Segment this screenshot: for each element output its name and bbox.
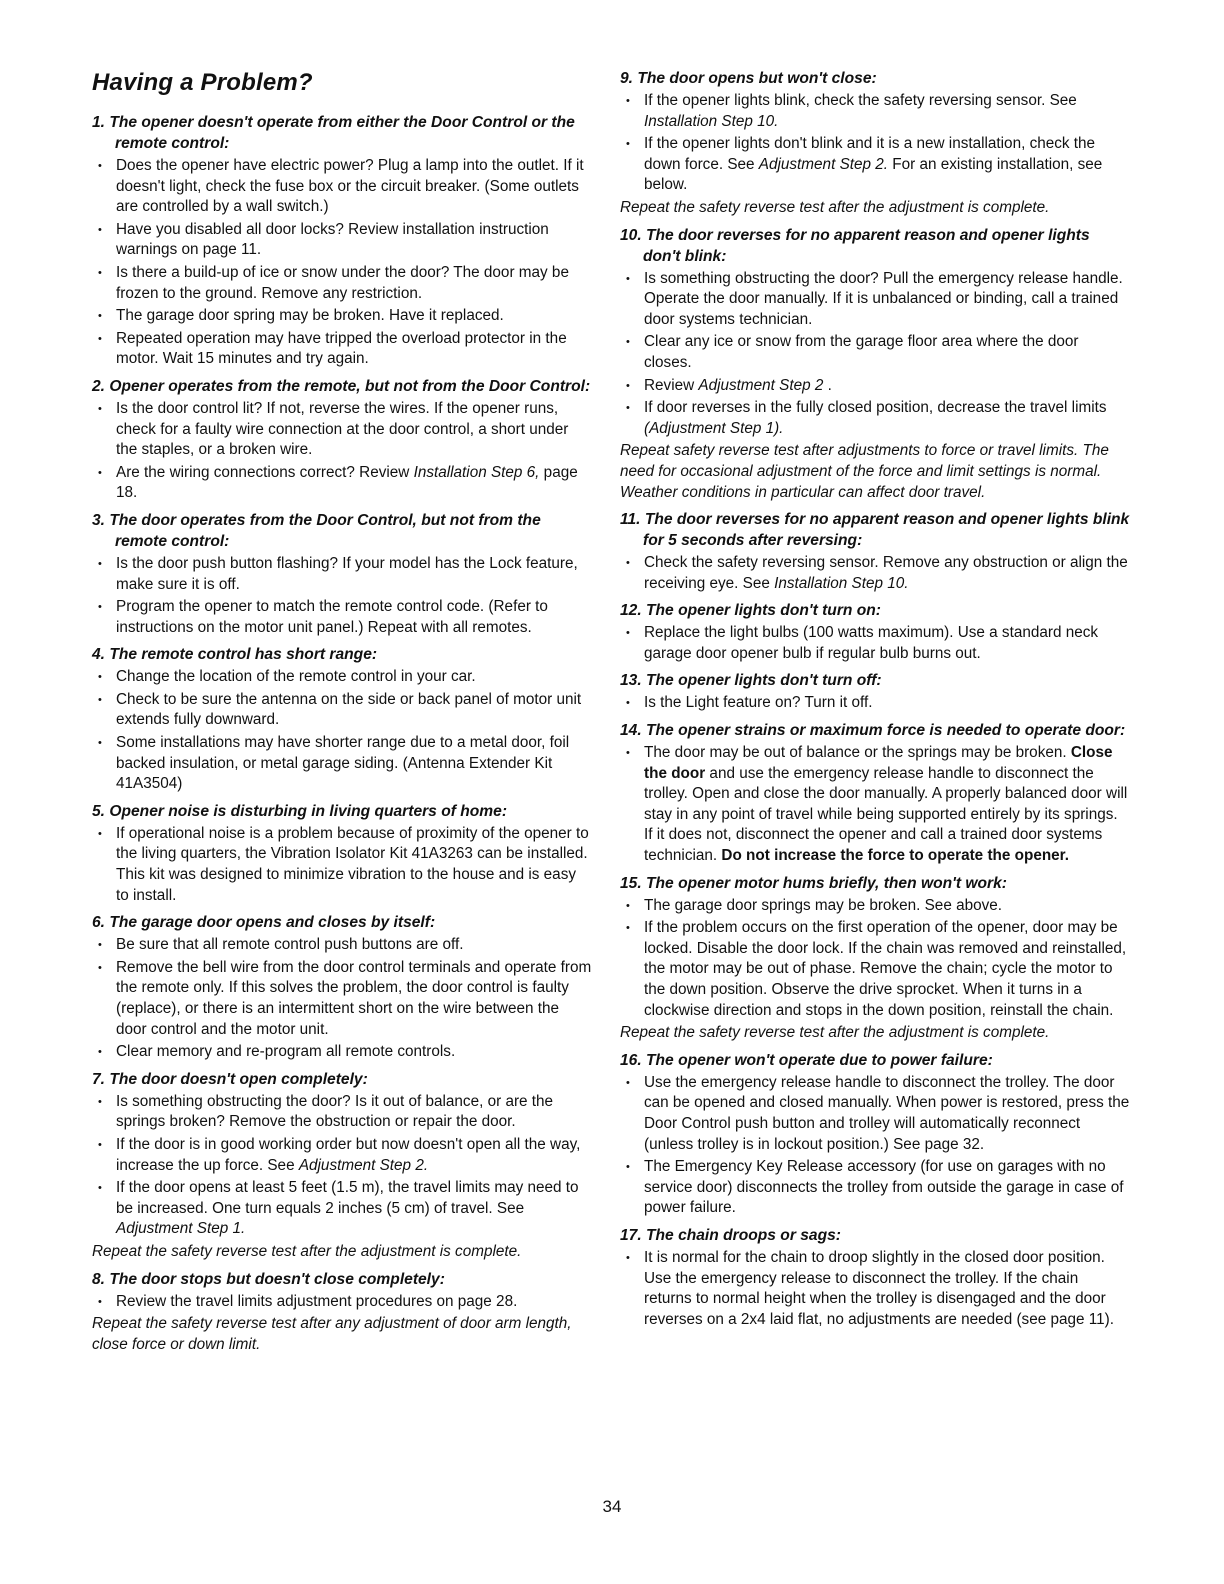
bullet-item xyxy=(620,553,1130,594)
bullet-item: • Repeated operation may have tripped the overload protector in the motor. Wait 15 minutes and try again. xyxy=(92,329,592,370)
bullet-list xyxy=(92,156,592,370)
bullet-list xyxy=(92,554,592,638)
bullet-text: If the door is in good working order but now doesn't open all the way, increase the up force. See xyxy=(116,1135,581,1174)
bullet-list xyxy=(620,553,1130,594)
section-title: 15. The opener motor hums briefly, then won't work: xyxy=(620,874,1007,892)
section-title: 16. The opener won't operate due to power failure: xyxy=(620,1051,993,1069)
troubleshoot-section xyxy=(620,1050,1130,1219)
troubleshoot-section xyxy=(620,68,1130,219)
bullet-item: • Is the door control lit? If not, reverse the wires. If the opener runs, check for a faulty wire connection at the door control, a short under the staples, or a broken wire. xyxy=(92,399,592,461)
bullet-item: • Have you disabled all door locks? Review installation instruction warnings on page 11. xyxy=(92,220,592,261)
bullet-list xyxy=(620,1248,1130,1330)
bullet-item: • Is the door push button flashing? If your model has the Lock feature, make sure it is off. xyxy=(92,554,592,595)
bullet-item: • If operational noise is a problem because of proximity of the opener to the living quarters, the Vibration Isolator Kit 41A3263 can be installed. This kit was designed to minimize vibration to the house and is easy to install. xyxy=(92,824,592,906)
bullet-item: • Program the opener to match the remote control code. (Refer to instructions on the motor unit panel.) Repeat with all remotes. xyxy=(92,597,592,638)
reference-text: Adjustment Step 2 xyxy=(698,376,824,394)
troubleshoot-section xyxy=(92,644,592,795)
bullet-item: • Review the travel limits adjustment procedures on page 28. xyxy=(92,1292,592,1313)
section-title: 14. The opener strains or maximum force is needed to operate door: xyxy=(620,722,1126,740)
bullet-item xyxy=(620,134,1130,196)
bullet-item: • The Emergency Key Release accessory (for use on garages with no service door) disconnects the trolley from outside the garage in case of power failure. xyxy=(620,1157,1130,1219)
bullet-item: • Is there a build-up of ice or snow under the door? The door may be frozen to the ground. Remove any restriction. xyxy=(92,263,592,304)
bullet-item: • Does the opener have electric power? Plug a lamp into the outlet. If it doesn't light, check the fuse box or the circuit breaker. (Some outlets are controlled by a wall switch.) xyxy=(92,156,592,218)
troubleshoot-section xyxy=(92,376,592,504)
bullet-list xyxy=(92,1292,592,1313)
bullet-item xyxy=(92,1178,592,1240)
italic-note: Repeat the safety reverse test after any adjustment of door arm length, close force or down limit. xyxy=(92,1315,572,1353)
section-title: 2. Opener operates from the remote, but not from the Door Control: xyxy=(92,377,591,395)
page-number: 34 xyxy=(602,1497,622,1516)
troubleshoot-section xyxy=(620,670,1130,714)
bullet-text: If the door opens at least 5 feet (1.5 m), the travel limits may need to be increased. One turn equals 2 inches (5 cm) of travel. See xyxy=(116,1179,579,1217)
reference-text: Installation Step 6, xyxy=(413,463,540,481)
troubleshoot-section xyxy=(620,509,1130,594)
troubleshoot-section xyxy=(620,225,1130,504)
troubleshoot-section xyxy=(92,1269,592,1356)
bullet-list xyxy=(620,623,1130,664)
troubleshoot-section xyxy=(620,720,1130,867)
italic-note: Repeat safety reverse test after adjustments to force or travel limits. The need for occasional adjustment of the force and limit settings is normal. Weather conditions in particular can affect door travel. xyxy=(620,442,1109,501)
bullet-text: If the opener lights don't blink and it is a new installation, check the down force. See xyxy=(644,135,1096,173)
bullet-text: Review xyxy=(644,376,699,394)
troubleshoot-section xyxy=(620,600,1130,664)
bullet-item xyxy=(92,463,592,504)
bullet-item: • Is something obstructing the door? Is it out of balance, or are the springs broken? Remove the obstruction or repair the door. xyxy=(92,1092,592,1133)
bullet-text: If door reverses in the fully closed position, decrease the travel limits xyxy=(644,399,1107,417)
bullet-item: • Is something obstructing the door? Pull the emergency release handle. Operate the door manually. If it is unbalanced or binding, call a trained door systems technician. xyxy=(620,269,1130,331)
bullet-list xyxy=(620,91,1130,196)
bullet-item: • If the problem occurs on the first operation of the opener, door may be locked. Disable the door lock. If the chain was removed and reinstalled, the motor may be out of phase. Remove the chain; cycle the motor to the down position. Observe the drive sprocket. When it turns in a clockwise direction and stops in the down position, reinstall the chain. xyxy=(620,918,1130,1021)
section-title: 5. Opener noise is disturbing in living quarters of home: xyxy=(92,802,508,820)
right-column xyxy=(620,68,1130,1332)
section-title: 4. The remote control has short range: xyxy=(92,646,378,664)
bullet-item: • Is the Light feature on? Turn it off. xyxy=(620,693,1130,714)
bullet-text: . xyxy=(823,376,832,394)
bullet-item: • It is normal for the chain to droop slightly in the closed door position. Use the emergency release to disconnect the trolley. If the chain returns to normal height when the trolley is disengaged and the door reverses on a 2x4 laid flat, no adjustments are needed (see page 11). xyxy=(620,1248,1130,1330)
section-title: 12. The opener lights don't turn on: xyxy=(620,602,881,620)
bullet-list xyxy=(92,1092,592,1240)
bullet-item xyxy=(620,91,1130,132)
troubleshoot-section xyxy=(92,1069,592,1263)
bullet-text: page 18. xyxy=(116,463,578,502)
bullet-text: The door may be out of balance or the springs may be broken. xyxy=(644,744,1071,762)
section-title: 17. The chain droops or sags: xyxy=(620,1226,841,1244)
reference-text: Adjustment Step 1. xyxy=(116,1220,246,1238)
troubleshoot-section xyxy=(620,1225,1130,1330)
troubleshoot-section xyxy=(620,873,1130,1044)
emphasis-text: Do not increase the force to operate the opener. xyxy=(721,847,1070,865)
italic-note: Repeat the safety reverse test after the adjustment is complete. xyxy=(620,198,1050,216)
troubleshoot-section xyxy=(92,912,592,1063)
emphasis-text: Close the door xyxy=(644,744,1113,782)
bullet-item: • The garage door springs may be broken. See above. xyxy=(620,896,1130,917)
bullet-text: Are the wiring connections correct? Review xyxy=(116,463,414,481)
section-title: 11. The door reverses for no apparent reason and opener lights blink for 5 seconds after reversing: xyxy=(620,511,1130,550)
bullet-item: • Remove the bell wire from the door control terminals and operate from the remote only. If this solves the problem, the door control is faulty (replace), or there is an intermittent short on the wire between the door control and the motor unit. xyxy=(92,958,592,1040)
bullet-text: If the opener lights blink, check the safety reversing sensor. See xyxy=(644,92,1077,109)
bullet-item: • Replace the light bulbs (100 watts maximum). Use a standard neck garage door opener bulb if regular bulb burns out. xyxy=(620,623,1130,664)
bullet-list xyxy=(620,269,1130,440)
page-title: Having a Problem? xyxy=(92,69,313,96)
troubleshoot-section xyxy=(92,801,592,906)
troubleshoot-section xyxy=(92,510,592,638)
bullet-text: and use the emergency release handle to disconnect the trolley. Open and close the door manually. A properly balanced door will stay in any point of travel while being supported entirely by its springs. If it does not, disconnect the opener and call a trained door systems technician. xyxy=(644,764,1128,865)
reference-text: Installation Step 10. xyxy=(644,112,779,130)
bullet-list xyxy=(620,1073,1130,1219)
section-title: 8. The door stops but doesn't close completely: xyxy=(92,1270,445,1288)
italic-note: Repeat the safety reverse test after the adjustment is complete. xyxy=(620,1024,1050,1042)
section-title: 6. The garage door opens and closes by itself: xyxy=(92,914,436,932)
reference-text: Adjustment Step 2. xyxy=(758,155,889,173)
bullet-list xyxy=(92,667,592,795)
bullet-item: • The garage door spring may be broken. Have it replaced. xyxy=(92,306,592,327)
bullet-text: Check the safety reversing sensor. Remove any obstruction or align the receiving eye. See xyxy=(644,554,1128,592)
right-sections xyxy=(620,68,1130,1330)
section-title: 13. The opener lights don't turn off: xyxy=(620,672,882,690)
bullet-list xyxy=(620,896,1130,1022)
bullet-item: • Use the emergency release handle to disconnect the trolley. The door can be opened and closed manually. When power is restored, press the Door Control push button and trolley will automatically reconnect (unless trolley is in lockout position.) See page 32. xyxy=(620,1073,1130,1155)
bullet-item: • Be sure that all remote control push buttons are off. xyxy=(92,935,592,956)
reference-text: (Adjustment Step 1). xyxy=(644,419,784,437)
section-title: 9. The door opens but won't close: xyxy=(620,70,877,87)
bullet-item xyxy=(620,398,1130,439)
section-title: 10. The door reverses for no apparent reason and opener lights don't blink: xyxy=(620,226,1090,265)
reference-text: Installation Step 10. xyxy=(774,574,909,592)
section-title: 1. The opener doesn't operate from either the Door Control or the remote control: xyxy=(92,114,575,152)
left-column xyxy=(92,68,592,1355)
reference-text: Adjustment Step 2. xyxy=(298,1156,429,1174)
bullet-item: • Change the location of the remote control in your car. xyxy=(92,667,592,688)
bullet-item: • Check to be sure the antenna on the side or back panel of motor unit extends fully downward. xyxy=(92,690,592,731)
bullet-list xyxy=(620,693,1130,714)
troubleshoot-section xyxy=(92,112,592,370)
italic-note: Repeat the safety reverse test after the adjustment is complete. xyxy=(92,1242,522,1260)
bullet-item xyxy=(92,1135,592,1176)
bullet-text: For an existing installation, see below. xyxy=(644,155,1103,194)
bullet-list xyxy=(620,743,1130,867)
bullet-list xyxy=(92,399,592,504)
bullet-item xyxy=(620,376,1130,397)
section-title: 3. The door operates from the Door Control, but not from the remote control: xyxy=(92,511,541,550)
bullet-item xyxy=(620,743,1130,867)
section-title: 7. The door doesn't open completely: xyxy=(92,1070,368,1088)
bullet-item: • Clear any ice or snow from the garage floor area where the door closes. xyxy=(620,332,1130,373)
left-sections xyxy=(92,112,592,1355)
bullet-item: • Some installations may have shorter range due to a metal door, foil backed insulation, or metal garage siding. (Antenna Extender Kit 41A3504) xyxy=(92,733,592,795)
bullet-list xyxy=(92,935,592,1063)
bullet-list xyxy=(92,824,592,906)
bullet-item: • Clear memory and re-program all remote controls. xyxy=(92,1042,592,1063)
